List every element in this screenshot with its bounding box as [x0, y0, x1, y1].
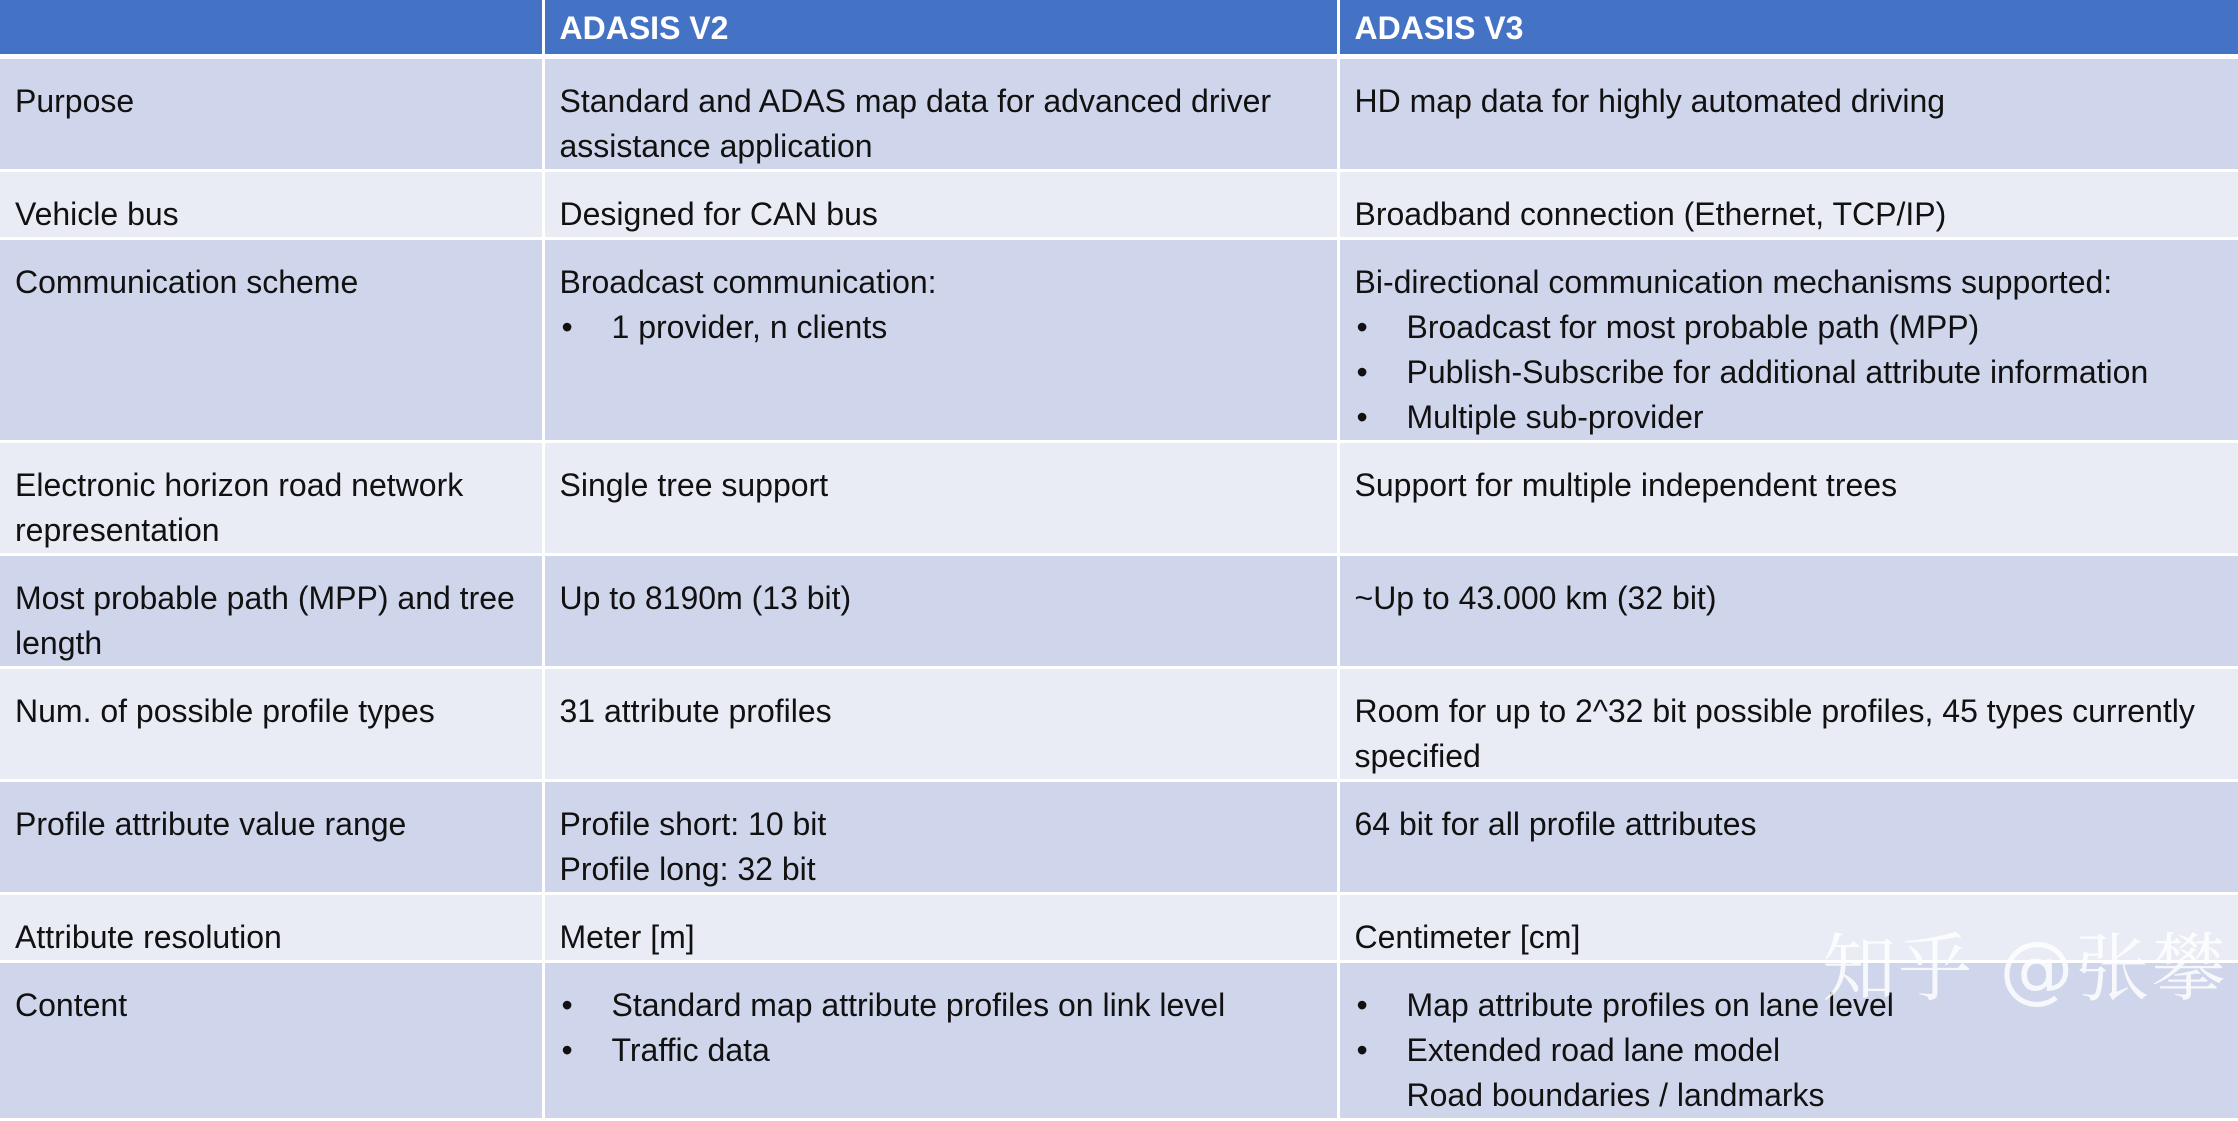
header-cell-feature [0, 0, 543, 56]
cell-text: Meter [m] [560, 915, 1337, 960]
v2-cell [543, 238, 1338, 441]
row-label: Vehicle bus [0, 170, 543, 238]
v3-cell [1338, 238, 2238, 441]
cell-text: Single tree support [560, 463, 1337, 508]
bullet-item: • Broadcast for most probable path (MPP) [1355, 305, 2238, 350]
cell-text: Support for multiple independent trees [1355, 463, 2238, 508]
bullet-item: • 1 provider, n clients [560, 305, 1337, 350]
row-label: Content [0, 961, 543, 1119]
table-row [0, 170, 2238, 238]
row-label: Communication scheme [0, 238, 543, 441]
v2-cell [543, 441, 1338, 554]
bullet-item: • Publish-Subscribe for additional attribute information [1355, 350, 2238, 395]
row-label: Profile attribute value range [0, 780, 543, 893]
bullet-item: • Map attribute profiles on lane level [1355, 983, 2238, 1028]
cell-text: Road boundaries / landmarks [1355, 1073, 2238, 1118]
bullet-list [560, 305, 1337, 350]
bullet-item: • Extended road lane model [1355, 1028, 2238, 1073]
table-row [0, 238, 2238, 441]
table-row [0, 554, 2238, 667]
cell-text: HD map data for highly automated driving [1355, 79, 2238, 124]
v3-cell [1338, 554, 2238, 667]
row-label: Attribute resolution [0, 893, 543, 961]
row-label: Electronic horizon road network representation [0, 441, 543, 554]
cell-text: Profile short: 10 bit [560, 802, 1337, 847]
v3-cell [1338, 780, 2238, 893]
header-cell-adasis-v2: ADASIS V2 [543, 0, 1338, 56]
header-cell-adasis-v3: ADASIS V3 [1338, 0, 2238, 56]
bullet-item: • Standard map attribute profiles on link level [560, 983, 1337, 1028]
row-label: Purpose [0, 56, 543, 170]
bullet-item: • Traffic data [560, 1028, 1337, 1073]
cell-text: Centimeter [cm] [1355, 915, 2238, 960]
cell-text: ~Up to 43.000 km (32 bit) [1355, 576, 2238, 621]
v2-cell [543, 667, 1338, 780]
bullet-list [1355, 305, 2238, 440]
v3-cell [1338, 170, 2238, 238]
watermark: 知乎 @张攀 [1822, 924, 2228, 1014]
table-row [0, 56, 2238, 170]
v2-cell [543, 554, 1338, 667]
v2-cell [543, 893, 1338, 961]
cell-text: 64 bit for all profile attributes [1355, 802, 2238, 847]
cell-text: Up to 8190m (13 bit) [560, 576, 1337, 621]
cell-text: Designed for CAN bus [560, 192, 1337, 237]
cell-text: Profile long: 32 bit [560, 847, 1337, 892]
v3-cell [1338, 441, 2238, 554]
header-row [0, 0, 2238, 56]
cell-text: Room for up to 2^32 bit possible profiles, 45 types currently specified [1355, 689, 2238, 779]
v3-cell [1338, 667, 2238, 780]
v2-cell [543, 780, 1338, 893]
v2-cell [543, 56, 1338, 170]
cell-text: 31 attribute profiles [560, 689, 1337, 734]
bullet-item: • Multiple sub-provider [1355, 395, 2238, 440]
bullet-list [560, 983, 1337, 1073]
table-row [0, 780, 2238, 893]
table-row [0, 667, 2238, 780]
table-row [0, 441, 2238, 554]
row-label: Num. of possible profile types [0, 667, 543, 780]
cell-text: Standard and ADAS map data for advanced driver assistance application [560, 79, 1337, 169]
cell-intro: Broadcast communication: [560, 260, 1337, 305]
row-label: Most probable path (MPP) and tree length [0, 554, 543, 667]
v3-cell [1338, 56, 2238, 170]
cell-intro: Bi-directional communication mechanisms supported: [1355, 260, 2238, 305]
cell-text: Broadband connection (Ethernet, TCP/IP) [1355, 192, 2238, 237]
v2-cell [543, 170, 1338, 238]
v2-cell [543, 961, 1338, 1119]
